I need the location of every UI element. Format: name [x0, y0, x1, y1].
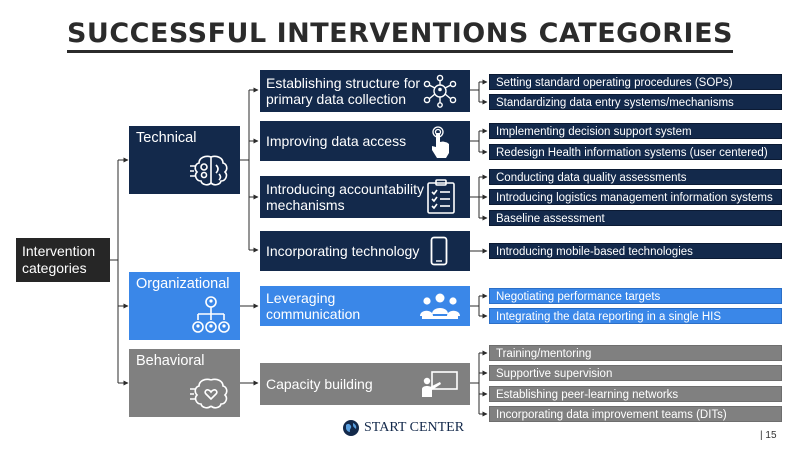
brain-gears-icon	[189, 154, 233, 188]
item-his-redesign: Redesign Health information systems (user centered)	[489, 144, 782, 160]
brain-heart-icon	[189, 377, 233, 411]
group-capacity-building	[260, 363, 470, 405]
org-chart-icon	[189, 296, 233, 336]
category-organizational	[129, 272, 240, 340]
item-training: Training/mentoring	[489, 345, 782, 361]
checklist-icon	[426, 179, 456, 215]
group-meeting-icon	[418, 292, 462, 320]
mobile-phone-icon	[430, 236, 448, 266]
item-logistics: Introducing logistics management information systems	[489, 189, 782, 205]
group-communication-line2: communication	[266, 306, 361, 322]
category-technical-label: Technical	[136, 130, 197, 146]
item-data-entry: Standardizing data entry systems/mechanisms	[489, 94, 782, 110]
group-structure-line2: primary data collection	[266, 91, 407, 107]
globe-icon	[342, 419, 360, 437]
logo-text: START CENTER	[364, 420, 465, 435]
group-accountability	[260, 176, 470, 218]
group-communication-line1: Leveraging	[266, 290, 336, 306]
item-peer-learning: Establishing peer-learning networks	[489, 386, 782, 402]
touch-hand-icon	[428, 125, 454, 159]
network-icon	[420, 74, 460, 108]
group-accountability-line1: Introducing accountability	[266, 181, 424, 197]
group-access-label: Improving data access	[266, 133, 407, 149]
group-capacity-label: Capacity building	[266, 376, 373, 392]
item-baseline: Baseline assessment	[489, 210, 782, 226]
item-data-quality: Conducting data quality assessments	[489, 169, 782, 185]
root-label-line1: Intervention	[22, 243, 96, 259]
item-dits: Incorporating data improvement teams (DITs)	[489, 406, 782, 422]
category-behavioral	[129, 349, 240, 417]
page-number: | 15	[760, 430, 777, 441]
category-organizational-label: Organizational	[136, 276, 230, 292]
item-mobile: Introducing mobile-based technologies	[489, 243, 782, 259]
root-label-line2: categories	[22, 260, 87, 276]
root-node	[16, 238, 110, 282]
group-leveraging-communication	[260, 286, 470, 326]
group-accountability-line2: mechanisms	[266, 197, 345, 213]
category-behavioral-label: Behavioral	[136, 353, 205, 369]
item-decision-support: Implementing decision support system	[489, 123, 782, 139]
item-supervision: Supportive supervision	[489, 365, 782, 381]
group-improving-data-access	[260, 121, 470, 161]
item-sops: Setting standard operating procedures (SOPs)	[489, 74, 782, 90]
group-incorporating-technology	[260, 231, 470, 271]
group-structure-line1: Establishing structure for	[266, 75, 421, 91]
page-title: SUCCESSFUL INTERVENTIONS CATEGORIES	[0, 18, 800, 49]
presentation-icon	[420, 369, 460, 399]
category-technical	[129, 126, 240, 194]
group-establishing-structure	[260, 70, 470, 112]
group-technology-label: Incorporating technology	[266, 243, 420, 259]
item-targets: Negotiating performance targets	[489, 288, 782, 304]
item-single-his: Integrating the data reporting in a single HIS	[489, 308, 782, 324]
